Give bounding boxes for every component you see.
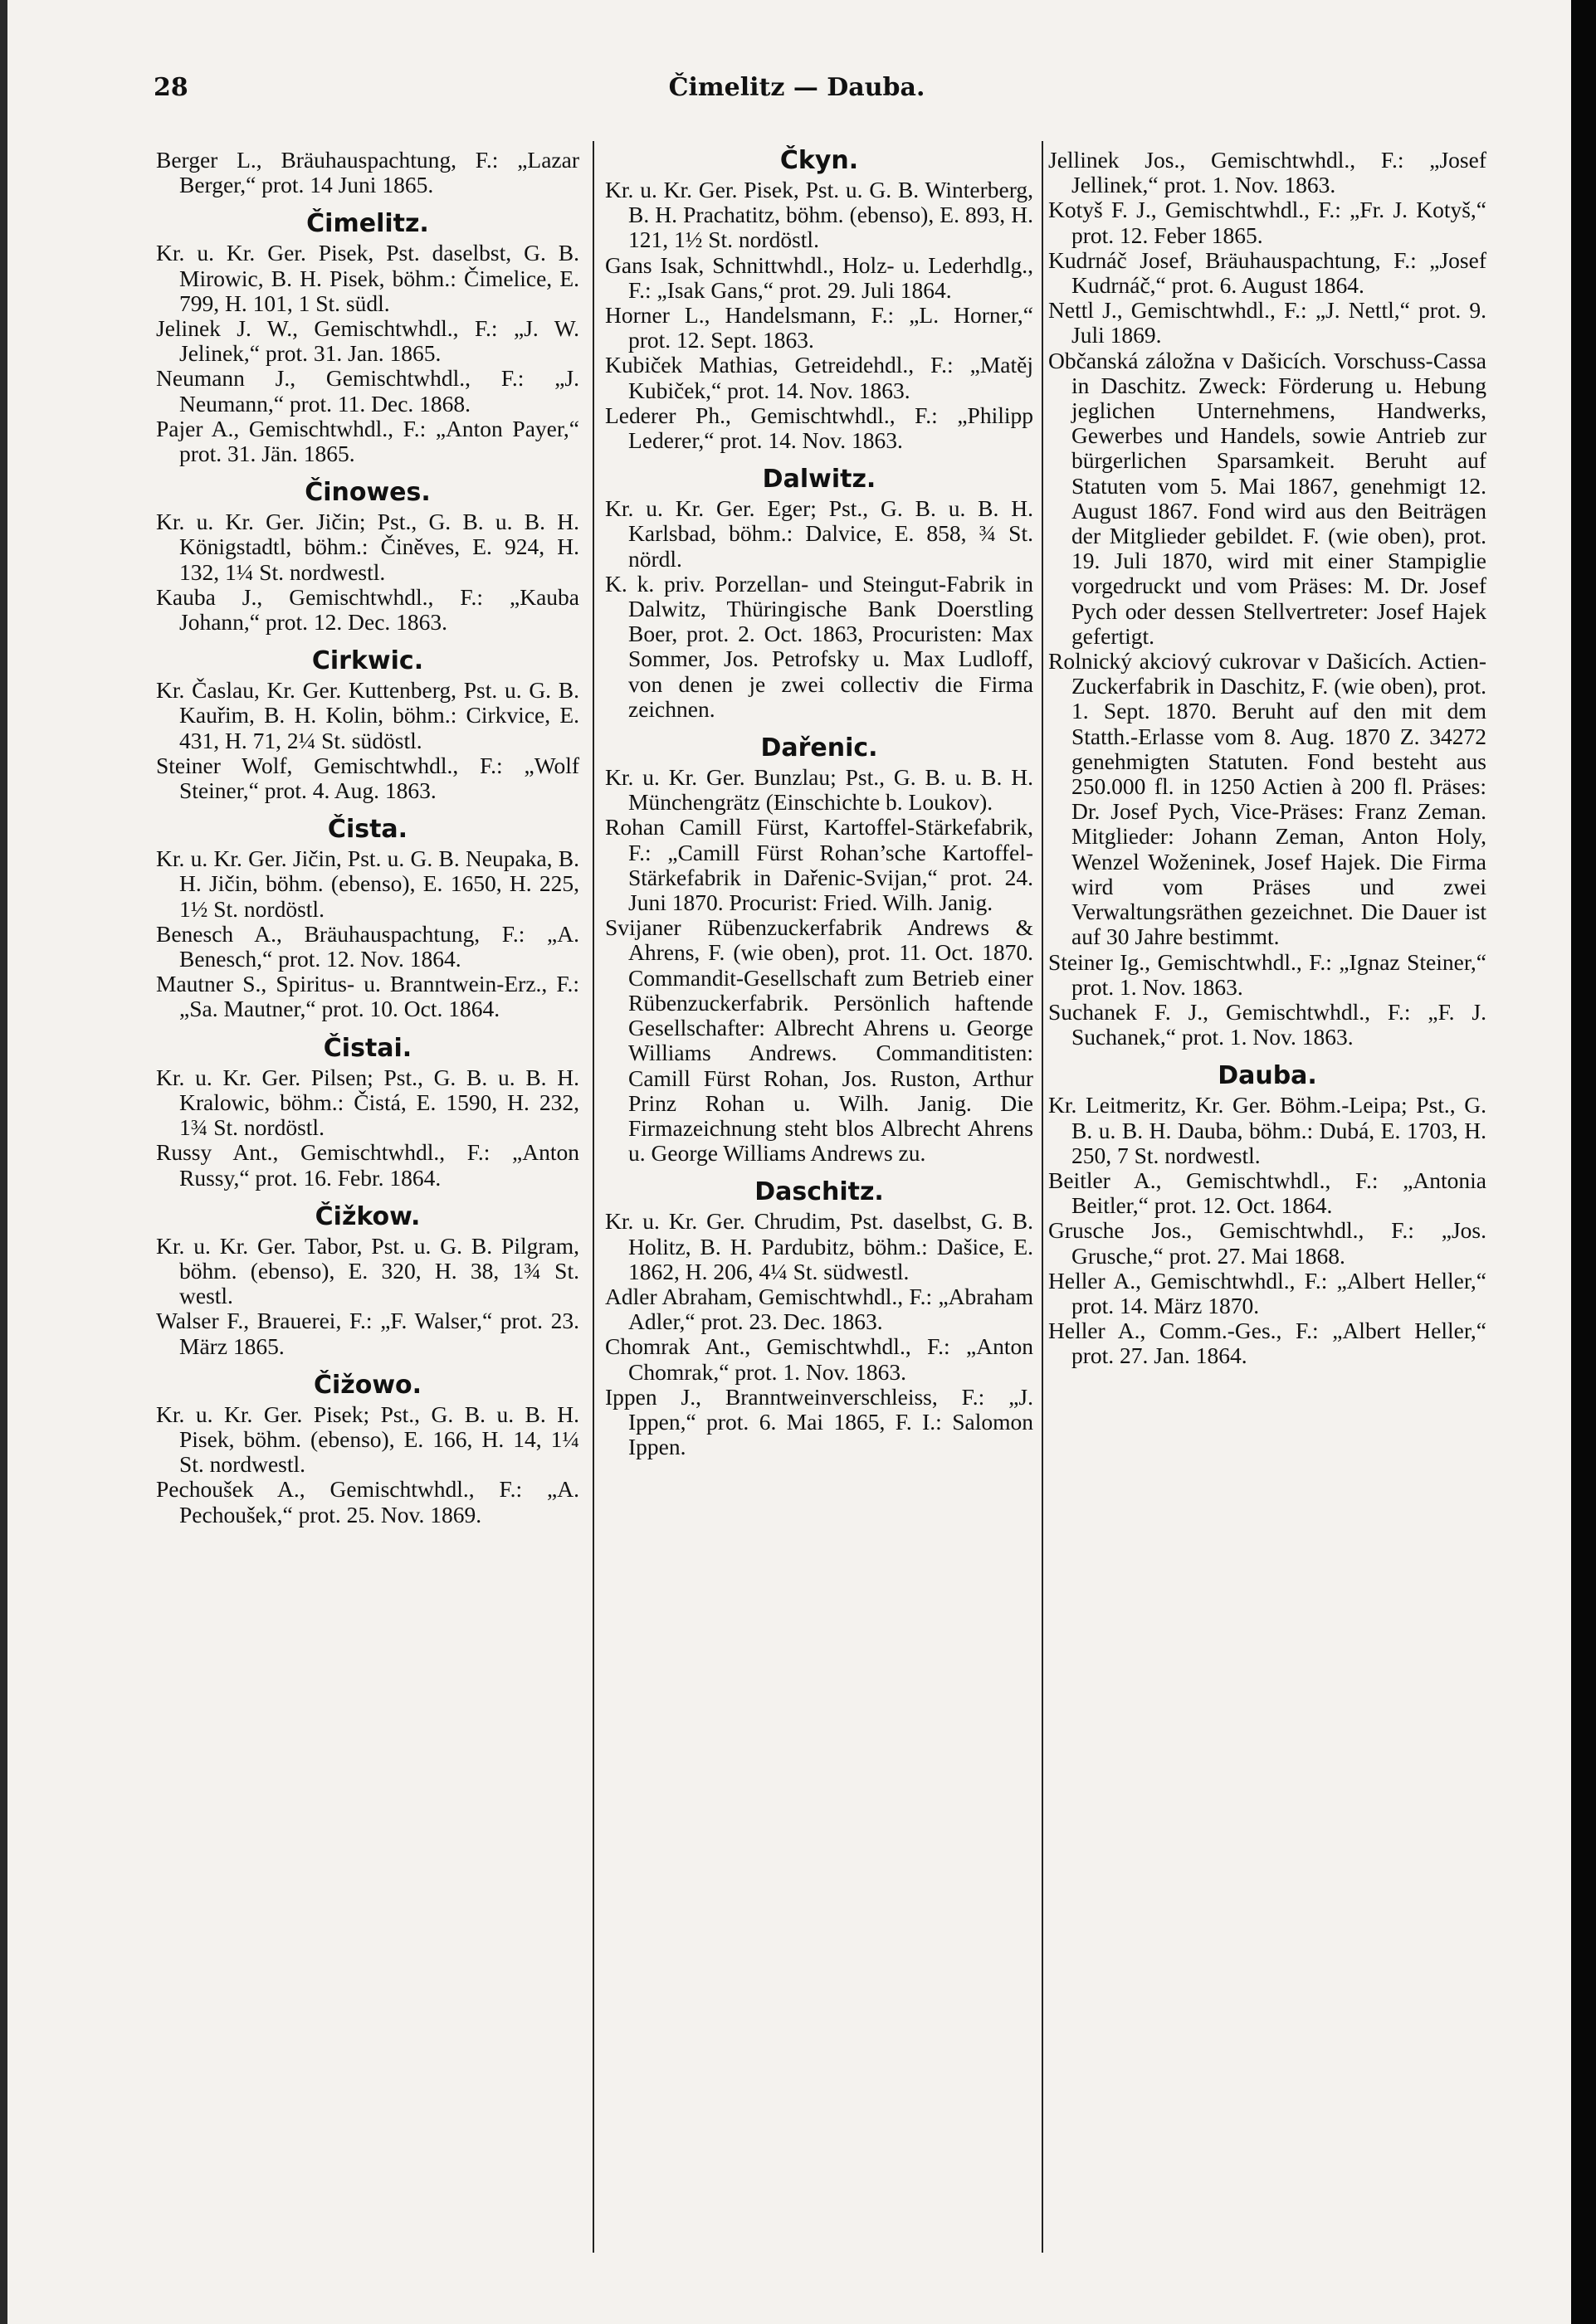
directory-entry: Walser F., Brauerei, F.: „F. Walser,“ prot. 23. März 1865.: [156, 1308, 579, 1359]
page-number: 28: [154, 73, 188, 102]
directory-entry: Kr. u. Kr. Ger. Pilsen; Pst., G. B. u. B. H. Kralowic, böhm.: Čistá, E. 1590, H. 232, 1¾ St. nordöstl.: [156, 1064, 579, 1141]
column-3: [1048, 148, 1486, 1369]
directory-entry: Nettl J., Gemischtwhdl., F.: „J. Nettl,“ prot. 9. Juli 1869.: [1048, 297, 1486, 348]
directory-entry: Jellinek Jos., Gemischtwhdl., F.: „Josef Jellinek,“ prot. 1. Nov. 1863.: [1048, 147, 1486, 198]
directory-entry: Suchanek F. J., Gemischtwhdl., F.: „F. J. Suchanek,“ prot. 1. Nov. 1863.: [1048, 998, 1486, 1050]
directory-entry: Russy Ant., Gemischtwhdl., F.: „Anton Russy,“ prot. 16. Febr. 1864.: [156, 1139, 579, 1191]
directory-entry: Steiner Ig., Gemischtwhdl., F.: „Ignaz Steiner,“ prot. 1. Nov. 1863.: [1048, 948, 1486, 1000]
directory-entry: Kudrnáč Josef, Bräuhauspachtung, F.: „Josef Kudrnáč,“ prot. 6. August 1864.: [1048, 246, 1486, 299]
scan-left-edge: [0, 0, 7, 2324]
directory-entry: Jelinek J. W., Gemischtwhdl., F.: „J. W. Jelinek,“ prot. 31. Jan. 1865.: [156, 315, 579, 367]
directory-entry: Mautner S., Spiritus- u. Branntwein-Erz., F.: „Sa. Mautner,“ prot. 10. Oct. 1864.: [156, 971, 579, 1022]
directory-entry: Kr. u. Kr. Ger. Eger; Pst., G. B. u. B. H. Karlsbad, böhm.: Dalvice, E. 858, ¾ St. nördl.: [605, 495, 1033, 572]
directory-entry: Gans Isak, Schnittwhdl., Holz- u. Lederhdlg., F.: „Isak Gans,“ prot. 29. Juli 1864.: [605, 251, 1033, 303]
directory-entry: Horner L., Handelsmann, F.: „L. Horner,“ prot. 12. Sept. 1863.: [605, 302, 1033, 353]
running-header: [154, 73, 1440, 114]
place-heading: Čižowo.: [313, 1370, 422, 1400]
column-1: [156, 148, 579, 1527]
directory-entry: Steiner Wolf, Gemischtwhdl., F.: „Wolf Steiner,“ prot. 4. Aug. 1863.: [156, 752, 579, 804]
directory-entry: Heller A., Gemischtwhdl., F.: „Albert Heller,“ prot. 14. März 1870.: [1048, 1267, 1486, 1318]
scan-right-edge: [1571, 0, 1596, 2324]
place-heading: Čižkow.: [315, 1201, 421, 1231]
directory-entry: Berger L., Bräuhauspachtung, F.: „Lazar Berger,“ prot. 14 Juni 1865.: [156, 147, 579, 198]
place-heading: Daschitz.: [754, 1177, 884, 1207]
directory-entry: Beitler A., Gemischtwhdl., F.: „Antonia Beitler,“ prot. 12. Oct. 1864.: [1048, 1167, 1486, 1219]
place-heading: Dalwitz.: [762, 465, 876, 495]
directory-entry: Kr. u. Kr. Ger. Bunzlau; Pst., G. B. u. B. H. Münchengrätz (Einschichte b. Loukov).: [605, 764, 1033, 816]
directory-entry: Grusche Jos., Gemischtwhdl., F.: „Jos. Grusche,“ prot. 27. Mai 1868.: [1048, 1217, 1486, 1269]
directory-entry: Heller A., Comm.-Ges., F.: „Albert Heller,“ prot. 27. Jan. 1864.: [1048, 1318, 1486, 1369]
column-rule: [1042, 141, 1043, 2253]
running-title: Čimelitz — Dauba.: [668, 73, 925, 102]
place-heading: Cirkwic.: [311, 646, 424, 676]
directory-entry: Kr. Časlau, Kr. Ger. Kuttenberg, Pst. u. G. B. Kauřim, B. H. Kolin, böhm.: Cirkvice, E. 431, H. 71, 2¼ St. südöstl.: [156, 677, 579, 753]
directory-entry: Kr. u. Kr. Ger. Jičin; Pst., G. B. u. B. H. Königstadtl, böhm.: Činěves, E. 924, H. 132, 1¼ St. nordwestl.: [156, 509, 579, 585]
directory-entry: Kubiček Mathias, Getreidehdl., F.: „Matěj Kubiček,“ prot. 14. Nov. 1863.: [605, 352, 1033, 403]
directory-entry: Pechoušek A., Gemischtwhdl., F.: „A. Pechoušek,“ prot. 25. Nov. 1869.: [156, 1476, 579, 1527]
directory-entry: Kr. u. Kr. Ger. Chrudim, Pst. daselbst, G. B. Holitz, B. H. Pardubitz, böhm.: Dašice, E. 1862, H. 206, 4¼ St. südwestl.: [605, 1208, 1033, 1284]
place-heading: Čistai.: [323, 1033, 412, 1063]
directory-entry: Benesch A., Bräuhauspachtung, F.: „A. Benesch,“ prot. 12. Nov. 1864.: [156, 920, 579, 972]
place-heading: Dauba.: [1218, 1061, 1317, 1091]
directory-entry: Kr. Leitmeritz, Kr. Ger. Böhm.-Leipa; Pst., G. B. u. B. H. Dauba, böhm.: Dubá, E. 1703, H. 250, 7 St. nordwestl.: [1048, 1092, 1486, 1168]
directory-entry: Pajer A., Gemischtwhdl., F.: „Anton Payer,“ prot. 31. Jän. 1865.: [156, 415, 579, 467]
place-heading: Dařenic.: [760, 733, 878, 763]
column-rule: [593, 141, 594, 2253]
column-2: [605, 148, 1033, 1459]
directory-entry: Kr. u. Kr. Ger. Pisek, Pst. u. G. B. Winterberg, B. H. Prachatitz, böhm. (ebenso), E. 893, H. 121, 1½ St. nordöstl.: [605, 177, 1033, 253]
directory-entry: Ippen J., Branntweinverschleiss, F.: „J. Ippen,“ prot. 6. Mai 1865, F. I.: Salomon Ippen.: [605, 1383, 1033, 1460]
directory-entry: Kauba J., Gemischtwhdl., F.: „Kauba Johann,“ prot. 12. Dec. 1863.: [156, 583, 579, 636]
directory-entry: Kr. u. Kr. Ger. Jičin, Pst. u. G. B. Neupaka, B. H. Jičin, böhm. (ebenso), E. 1650, H. 225, 1½ St. nordöstl.: [156, 845, 579, 922]
directory-entry: Neumann J., Gemischtwhdl., F.: „J. Neumann,“ prot. 11. Dec. 1868.: [156, 365, 579, 417]
directory-entry: Kr. u. Kr. Ger. Pisek, Pst. daselbst, G. B. Mirowic, B. H. Pisek, böhm.: Čimelice, E. 799, H. 101, 1 St. südl.: [156, 240, 579, 316]
directory-entry: Občanská záložna v Dašicích. Vorschuss-Cassa in Daschitz. Zweck: Förderung u. Hebung jeglichen Unternehmens, Handwerks, Gewerbes und Handels, sowie Antrieb zur bürgerlichen Sparsamkeit. Beruht auf Statuten vom 5. Mai 1867, genehmigt 12. August 1867. Fond wird aus den Beiträgen der Mitglieder gebildet. F. (wie oben), prot. 19. Juli 1870, wird mit einer Stampiglie vorgedruckt und vom Präses: M. Dr. Josef Pych oder dessen Stellvertreter: Josef Hajek gefertigt.: [1048, 347, 1486, 649]
place-heading: Čimelitz.: [306, 209, 429, 239]
directory-entry: Rolnický akciový cukrovar v Dašicích. Actien-Zuckerfabrik in Daschitz, F. (wie oben), prot. 1. Sept. 1870. Beruht auf den mit dem Statth.-Erlasse vom 8. Aug. 1870 Z. 34272 genehmigten Statuten. Fond besteht aus 250.000 fl. in 1250 Actien à 200 fl. Präses: Dr. Josef Pych, Vice-Präses: Franz Zeman. Mitglieder: Johann Zeman, Anton Holy, Wenzel Woženinek, Josef Hajek. Die Firma wird vom Präses und zwei Verwaltungsräthen gezeichnet. Die Dauer ist auf 30 Jahre bestimmt.: [1048, 648, 1486, 950]
place-heading: Čista.: [327, 815, 408, 845]
place-heading: Činowes.: [305, 478, 431, 508]
directory-entry: Kr. u. Kr. Ger. Pisek; Pst., G. B. u. B. H. Pisek, böhm. (ebenso), E. 166, H. 14, 1¼ St. nordwestl.: [156, 1401, 579, 1478]
directory-entry: Kr. u. Kr. Ger. Tabor, Pst. u. G. B. Pilgram, böhm. (ebenso), E. 320, H. 38, 1¾ St. westl.: [156, 1232, 579, 1309]
directory-entry: Chomrak Ant., Gemischtwhdl., F.: „Anton Chomrak,“ prot. 1. Nov. 1863.: [605, 1333, 1033, 1385]
directory-entry: Rohan Camill Fürst, Kartoffel-Stärkefabrik, F.: „Camill Fürst Rohan’sche Kartoffel-Stärkefabrik in Dařenic-Svijan,“ prot. 24. Juni 1870. Procurist: Fried. Wilh. Janig.: [605, 814, 1033, 916]
directory-entry: Lederer Ph., Gemischtwhdl., F.: „Philipp Lederer,“ prot. 14. Nov. 1863.: [605, 402, 1033, 454]
place-heading: Čkyn.: [779, 146, 859, 175]
directory-entry: Svijaner Rübenzuckerfabrik Andrews & Ahrens, F. (wie oben), prot. 11. Oct. 1870. Commandit-Gesellschaft zum Betrieb einer Rübenzuckerfabrik. Persönlich haftende Gesellschafter: Albrecht Ahrens u. George Williams Andrews. Commanditisten: Camill Fürst Rohan, Jos. Ruston, Arthur Prinz Rohan u. Wilh. Janig. Die Firmazeichnung steht blos Albrecht Ahrens u. George Williams Andrews zu.: [605, 914, 1033, 1167]
directory-entry: Adler Abraham, Gemischtwhdl., F.: „Abraham Adler,“ prot. 23. Dec. 1863.: [605, 1283, 1033, 1335]
directory-entry: Kotyš F. J., Gemischtwhdl., F.: „Fr. J. Kotyš,“ prot. 12. Feber 1865.: [1048, 197, 1486, 248]
directory-entry: K. k. priv. Porzellan- und Steingut-Fabrik in Dalwitz, Thüringische Bank Doerstling Boer, prot. 2. Oct. 1863, Procuristen: Max Sommer, Jos. Petrofsky u. Max Ludloff, von denen je zwei collectiv die Firma zeichnen.: [605, 570, 1033, 722]
